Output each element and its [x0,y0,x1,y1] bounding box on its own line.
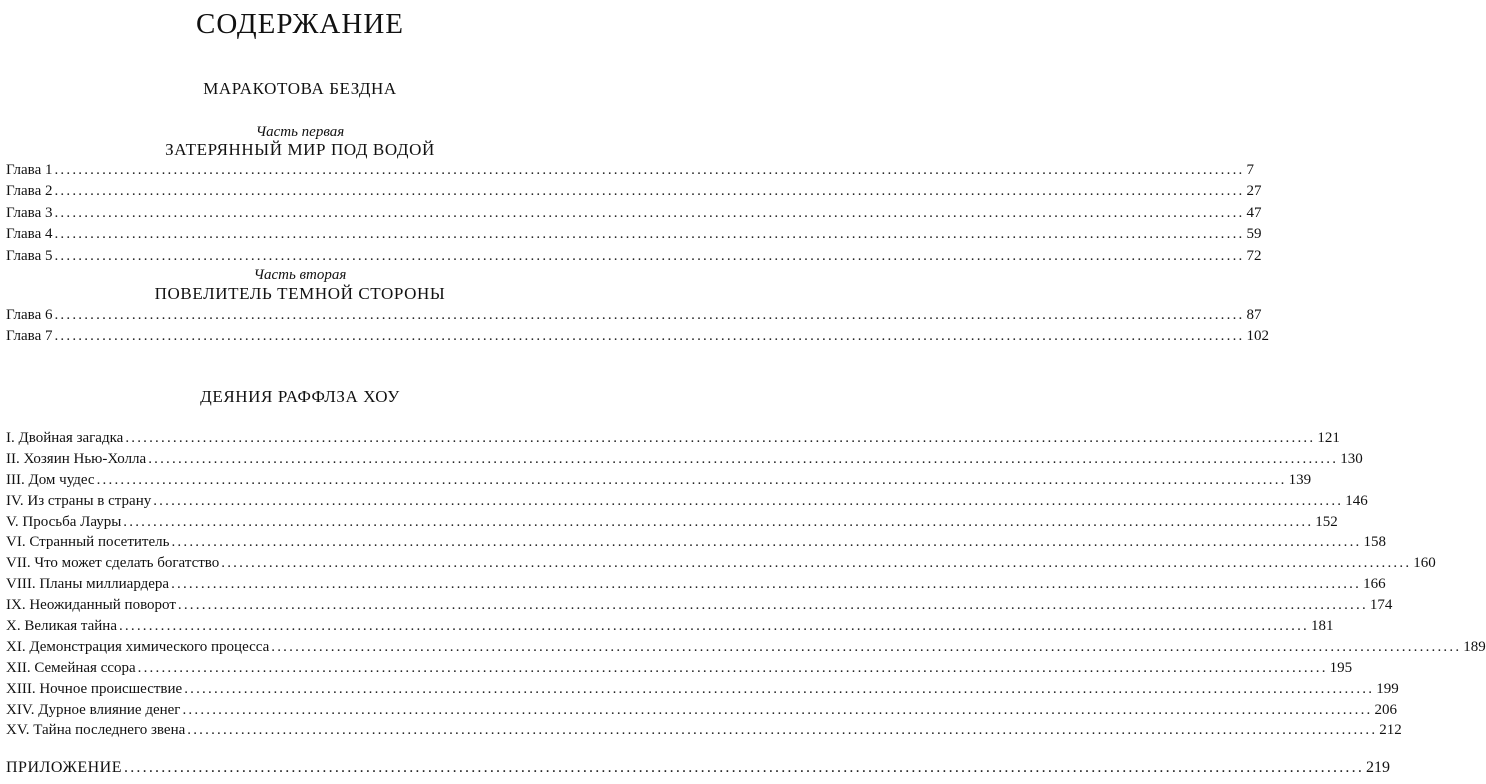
book-title-maracot-deep: МАРАКОТОВА БЕЗДНА [203,79,397,98]
toc-leader-dots: ........................................................................................................................................................................................................ [54,183,1245,200]
toc-entry[interactable] [6,449,1363,470]
book-title-raffles-haw: ДЕЯНИЯ РАФФЛЗА ХОУ [200,387,400,406]
toc-leader-dots: ........................................................................................................................................................................................................ [54,307,1245,323]
toc-entry-label: Глава 1 [6,162,53,178]
toc-entry[interactable] [6,595,1393,616]
toc-entry-label: Глава 2 [6,183,53,200]
toc-entry[interactable] [6,720,1402,741]
toc-entry[interactable] [6,658,1353,679]
part-title-2: ПОВЕЛИТЕЛЬ ТЕМНОЙ СТОРОНЫ [154,284,446,303]
toc-entry[interactable] [6,470,1312,491]
toc-entry-page: 160 [1413,555,1436,572]
toc-entry-page: 195 [1329,659,1353,676]
toc-entry[interactable] [6,553,1436,574]
toc-entry-page: 189 [1463,638,1486,655]
toc-entry-label: Глава 4 [6,226,53,243]
toc-entry-page: 174 [1369,597,1393,614]
toc-entry-label: VIII. Планы миллиардера [6,576,170,593]
toc-list-part-1 [6,160,1262,267]
toc-leader-dots: ........................................................................................................................................................................................................ [171,534,1362,551]
toc-entry[interactable] [6,512,1338,533]
toc-entry-label: V. Просьба Лауры [6,513,122,530]
toc-entry[interactable] [6,181,1262,202]
toc-leader-dots: ........................................................................................................................................................................................................ [54,328,1245,345]
toc-entry-label: X. Великая тайна [6,618,117,635]
toc-entry-label: I. Двойная загадка [6,430,124,446]
toc-leader-dots: ........................................................................................................................................................................................................ [187,722,1378,739]
toc-entry-label: Глава 6 [6,307,53,323]
toc-entry[interactable] [6,491,1368,512]
toc-entry-label: XI. Демонстрация химического процесса [6,638,270,655]
toc-entry-label: XV. Тайна последнего звена [6,722,186,739]
toc-leader-dots: ........................................................................................................................................................................................................ [184,680,1375,697]
toc-entry[interactable] [6,326,1269,347]
toc-entry-page: 146 [1345,492,1368,509]
part-label-2: Часть вторая [253,267,347,283]
toc-entry-page: 166 [1363,576,1386,593]
toc-entry-label: XIV. Дурное влияние денег [6,701,181,718]
toc-entry-page: 121 [1317,430,1340,446]
toc-entry[interactable] [6,679,1399,700]
toc-leader-dots: ........................................................................................................................................................................................................ [96,471,1287,488]
toc-entry-label: IV. Из страны в страну [6,492,152,509]
toc-entry-page: 181 [1310,618,1334,635]
toc-entry[interactable] [6,305,1262,326]
toc-entry-page: 152 [1315,513,1338,530]
toc-entry-label: Глава 5 [6,247,53,264]
toc-leader-dots: ........................................................................................................................................................................................................ [123,513,1314,530]
toc-leader-dots: ........................................................................................................................................................................................................ [221,555,1412,572]
toc-entry[interactable] [6,160,1254,181]
toc-entry-page: 139 [1288,471,1312,488]
toc-entry-page: 199 [1376,680,1399,697]
toc-entry-label: VI. Странный посетитель [6,534,170,551]
toc-leader-dots: ........................................................................................................................................................................................................ [54,162,1245,178]
page-title: СОДЕРЖАНИЕ [196,8,404,40]
toc-entry-label: IX. Неожиданный поворот [6,597,176,614]
toc-leader-dots: ........................................................................................................................................................................................................ [171,576,1362,593]
toc-leader-dots: ........................................................................................................................................................................................................ [125,430,1316,446]
toc-entry-label: XII. Семейная ссора [6,659,136,676]
part-label-1: Часть первая [255,124,345,140]
toc-leader-dots: ........................................................................................................................................................................................................ [271,638,1462,655]
toc-entry-page: 102 [1246,328,1269,345]
toc-entry-label: III. Дом чудес [6,471,95,488]
toc-entry[interactable] [6,616,1334,637]
toc-entry-page: 130 [1340,450,1363,467]
toc-list-raffles-haw [6,428,1486,741]
toc-entry-label: XIII. Ночное происшествие [6,680,183,697]
toc-entry-page: 206 [1374,701,1397,718]
toc-entry-page: 72 [1246,247,1262,264]
toc-entry[interactable] [6,203,1262,224]
toc-list-part-2 [6,305,1269,348]
toc-leader-dots: ........................................................................................................................................................................................................ [118,618,1309,635]
toc-leader-dots: ........................................................................................................................................................................................................ [54,226,1245,243]
part-title-1: ЗАТЕРЯННЫЙ МИР ПОД ВОДОЙ [165,140,435,159]
toc-entry-page: 87 [1246,307,1262,323]
toc-leader-dots: ........................................................................................................................................................................................................ [124,759,1365,776]
toc-entry-page: 158 [1363,534,1386,551]
toc-leader-dots: ........................................................................................................................................................................................................ [153,492,1344,509]
toc-entry[interactable] [6,637,1486,658]
toc-entry[interactable] [6,532,1386,553]
toc-leader-dots: ........................................................................................................................................................................................................ [177,597,1368,614]
toc-entry[interactable] [6,700,1397,721]
toc-entry-page: 219 [1366,759,1391,776]
toc-leader-dots: ........................................................................................................................................................................................................ [54,204,1245,221]
toc-entry-page: 212 [1379,722,1402,739]
toc-entry[interactable] [6,224,1262,245]
toc-leader-dots: ........................................................................................................................................................................................................ [137,659,1328,676]
toc-entry-label: Глава 3 [6,204,53,221]
toc-entry-page: 47 [1246,204,1262,221]
toc-entry-appendix[interactable] [6,758,1391,778]
toc-entry-label: II. Хозяин Нью-Холла [6,450,147,467]
toc-leader-dots: ........................................................................................................................................................................................................ [54,247,1245,264]
toc-leader-dots: ........................................................................................................................................................................................................ [182,701,1373,718]
toc-entry-page: 59 [1246,226,1262,243]
toc-entry-label: VII. Что может сделать богатство [6,555,220,572]
toc-leader-dots: ........................................................................................................................................................................................................ [148,450,1339,467]
toc-entry[interactable] [6,574,1386,595]
toc-entry[interactable] [6,428,1340,449]
toc-entry-page: 27 [1246,183,1262,200]
toc-entry[interactable] [6,246,1262,267]
toc-entry-page: 7 [1246,162,1254,178]
toc-entry-label: Глава 7 [6,328,53,345]
toc-entry-label: ПРИЛОЖЕНИЕ [6,759,123,776]
